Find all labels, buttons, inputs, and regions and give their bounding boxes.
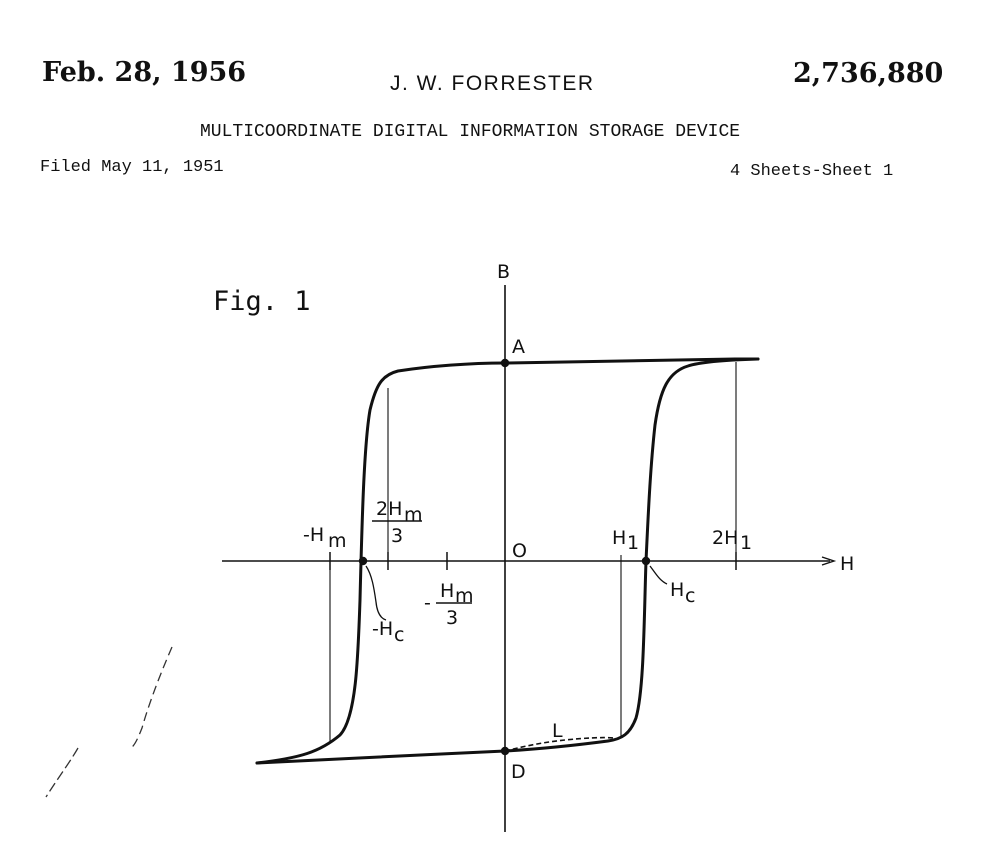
label-neg-hc bbox=[372, 618, 404, 646]
label-neg-hm-sub: m bbox=[328, 530, 347, 552]
point-a bbox=[501, 359, 509, 367]
inventor-name: J. W. FORRESTER bbox=[390, 72, 595, 95]
label-neg-hm-main: -H bbox=[303, 524, 325, 546]
label-origin: O bbox=[512, 540, 527, 562]
label-neg-hc-main: -H bbox=[372, 618, 394, 640]
leader-hc bbox=[650, 566, 667, 584]
label-neg-sign: - bbox=[424, 592, 431, 614]
patent-title: MULTICOORDINATE DIGITAL INFORMATION STORAGE DEVICE bbox=[200, 122, 741, 142]
label-h1-sub: 1 bbox=[627, 532, 640, 554]
label-hc-sub: c bbox=[685, 585, 696, 607]
point-d bbox=[501, 747, 509, 755]
point-hc bbox=[642, 557, 650, 565]
label-neg-2hm-over-3 bbox=[376, 498, 423, 547]
label-h1-main: H bbox=[612, 527, 627, 549]
label-hc-main: H bbox=[670, 579, 685, 601]
patent-date: Feb. 28, 1956 bbox=[42, 57, 247, 88]
label-2hm-numerator: 2H bbox=[376, 498, 403, 520]
label-2hm-numerator-sub: m bbox=[404, 504, 423, 526]
stray-scan-mark-2 bbox=[46, 748, 78, 797]
label-neg-hc-sub: c bbox=[394, 624, 405, 646]
label-h: H bbox=[840, 553, 855, 575]
label-2h1-sub: 1 bbox=[740, 532, 753, 554]
label-a: A bbox=[512, 336, 525, 358]
sheet-count: 4 Sheets-Sheet 1 bbox=[730, 162, 894, 181]
label-hm-numerator-sub: m bbox=[455, 585, 474, 607]
figure-caption: Fig. 1 bbox=[213, 286, 311, 317]
point-neg-hc bbox=[359, 557, 367, 565]
label-l: L bbox=[552, 720, 563, 742]
label-neg-hm bbox=[303, 524, 347, 552]
label-neg-hm-over-3 bbox=[424, 580, 474, 629]
stray-scan-mark bbox=[131, 647, 172, 748]
leader-neg-hc bbox=[366, 566, 386, 620]
label-2hm-denominator: 3 bbox=[391, 525, 404, 547]
label-2h1 bbox=[712, 527, 752, 554]
filed-date: Filed May 11, 1951 bbox=[40, 158, 224, 177]
label-hm-denominator: 3 bbox=[446, 607, 459, 629]
label-d: D bbox=[511, 761, 526, 783]
label-hm-numerator: H bbox=[440, 580, 455, 602]
patent-number: 2,736,880 bbox=[793, 58, 944, 89]
label-2h1-main: 2H bbox=[712, 527, 739, 549]
label-h1 bbox=[612, 527, 639, 554]
label-hc bbox=[670, 579, 695, 607]
label-b: B bbox=[497, 261, 511, 283]
